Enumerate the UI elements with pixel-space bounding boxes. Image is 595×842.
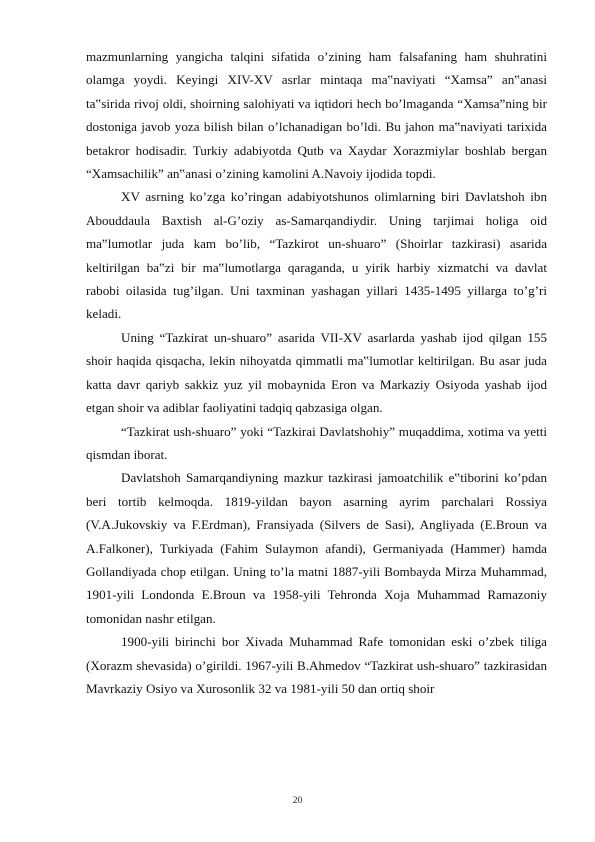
paragraph-davlatshoh-biography: XV asrning ko’zga ko’ringan adabiyotshunos olimlarning biri Davlatshoh ibn Abouddaula Baxtish al-G’oziy as-Samarqandiydir. Uning tarjimai holiga oid ma‟lumotlar juda kam bo’lib, “Tazkirot un-shuaro” (Shoirlar tazkirasi) asarida keltirilgan ba‟zi bir ma‟lumotlarga qaraganda, u yirik harbiy xizmatchi va davlat rabobi oilasida tug’ilgan. Uni taxminan yashagan yillari 1435-1495 yillarga to’g’ri keladi.: [86, 189, 547, 322]
paragraph-translations: 1900-yili birinchi bor Xivada Muhammad Rafe tomonidan eski o’zbek tiliga (Xorazm shevasida) o’girildi. 1967-yili B.Ahmedov “Tazkirat ush-shuaro” tazkirasidan Mavrkaziy Osiyo va Xurosonlik 32 va 1981-yili 50 dan ortiq shoir: [86, 634, 547, 696]
paragraph-xamsa-tradition: mazmunlarning yangicha talqini sifatida o’zining ham falsafaning ham shuhratini olamga yoydi. Keyingi XIV-XV asrlar mintaqa ma‟naviyati “Xamsa” an‟anasi ta‟sirida rivoj oldi, shoirning salohiyati va iqtidori hech bo’lmaganda “Xamsa”ning bir dostoniga javob yoza bilish bilan o’lchanadigan bo’ldi. Bu jahon ma‟naviyati tarixida betakror hodisadir. Turkiy adabiyotda Qutb va Xaydar Xorazmiylar boshlab bergan “Xamsachilik” an‟anasi o’zining kamolini A.Navoiy ijodida topdi.: [86, 49, 547, 182]
document-page: [86, 45, 547, 700]
paragraph-publication-history: Davlatshoh Samarqandiyning mazkur tazkirasi jamoatchilik e‟tiborini ko’pdan beri tortib kelmoqda. 1819-yildan bayon asarning ayrim parchalari Rossiya (V.A.Jukovskiy va F.Erdman), Fransiyada (Silvers de Sasi), Angliyada (E.Broun va A.Falkoner), Turkiyada (Fahim Sulaymon afandi), Germaniyada (Hammer) hamda Gollandiyada chop etilgan. Uning to’la matni 1887-yili Bombayda Mirza Muhammad, 1901-yili Londonda E.Broun va 1958-yili Tehronda Xoja Muhammad Ramazoniy tomonidan nashr etilgan.: [86, 470, 547, 626]
paragraph-tazkirat-content: Uning “Tazkirat un-shuaro” asarida VII-XV asarlarda yashab ijod qilgan 155 shoir haqida qisqacha, lekin nihoyatda qimmatli ma‟lumotlar keltirilgan. Bu asar juda katta davr qariyb sakkiz yuz yil mobaynida Eron va Markaziy Osiyoda yashab ijod etgan shoir va adiblar faoliyatini tadqiq qabzasiga olgan.: [86, 329, 547, 416]
paragraph-tazkirat-structure: “Tazkirat ush-shuaro” yoki “Tazkirai Davlatshohiy” muqaddima, xotima va yetti qismdan iborat.: [86, 423, 547, 462]
page-number: 20: [292, 796, 303, 806]
